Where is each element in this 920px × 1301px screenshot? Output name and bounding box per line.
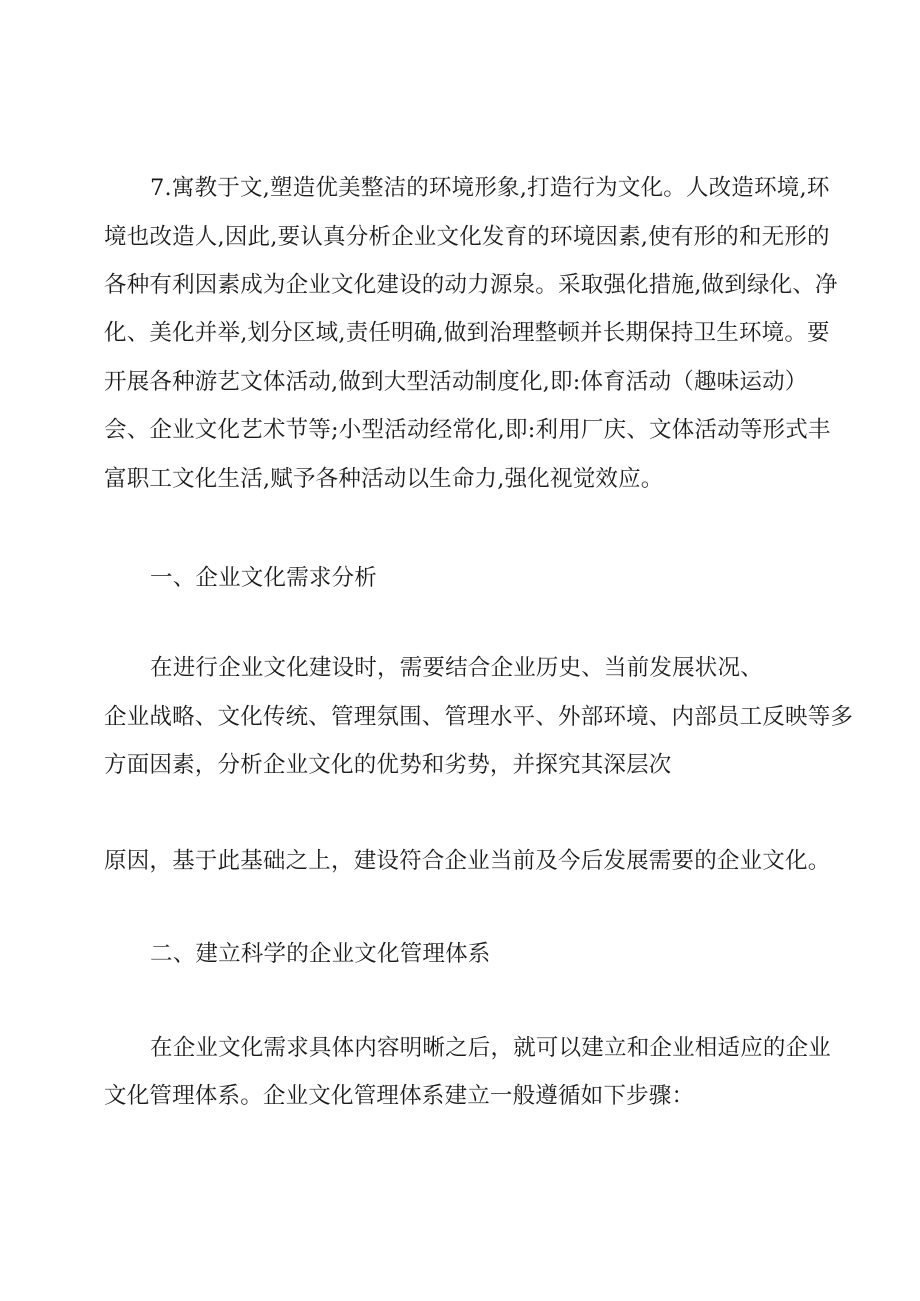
paragraph-line: 各种有利因素成为企业文化建设的动力源泉。采取强化措施,做到绿化、净 (104, 272, 838, 298)
paragraph-line: 境也改造人,因此,要认真分析企业文化发育的环境因素,使有形的和无形的 (104, 224, 830, 250)
section-1-heading: 一、企业文化需求分析 (150, 565, 378, 591)
paragraph-line: 文化管理体系。企业文化管理体系建立一般遵循如下步骤： (104, 1083, 695, 1109)
paragraph-line: 富职工文化生活,赋予各种活动以生命力,强化视觉效应。 (104, 466, 664, 492)
paragraph-line: 在进行企业文化建设时，需要结合企业历史、当前发展状况、 (150, 655, 763, 681)
paragraph-line: 方面因素，分析企业文化的优势和劣势，并探究其深层次 (104, 752, 672, 778)
paragraph-line: 原因，基于此基础之上，建设符合企业当前及今后发展需要的企业文化。 (104, 848, 831, 874)
paragraph-line: 会、企业文化艺术节等;小型活动经常化,即:利用厂庆、文体活动等形式丰 (104, 417, 831, 443)
paragraph-line: 开展各种游艺文体活动,做到大型活动制度化,即:体育活动（趣味运动） (104, 369, 808, 395)
section-2-heading: 二、建立科学的企业文化管理体系 (150, 941, 491, 967)
paragraph-line: 7.寓教于文,塑造优美整洁的环境形象,打造行为文化。人改造环境,环 (150, 175, 830, 201)
paragraph-line: 企业战略、文化传统、管理氛围、管理水平、外部环境、内部员工反映等多 (104, 704, 854, 730)
paragraph-line: 在企业文化需求具体内容明晰之后，就可以建立和企业相适应的企业 (150, 1035, 832, 1061)
paragraph-line: 化、美化并举,划分区域,责任明确,做到治理整顿并长期保持卫生环境。要 (104, 320, 830, 346)
